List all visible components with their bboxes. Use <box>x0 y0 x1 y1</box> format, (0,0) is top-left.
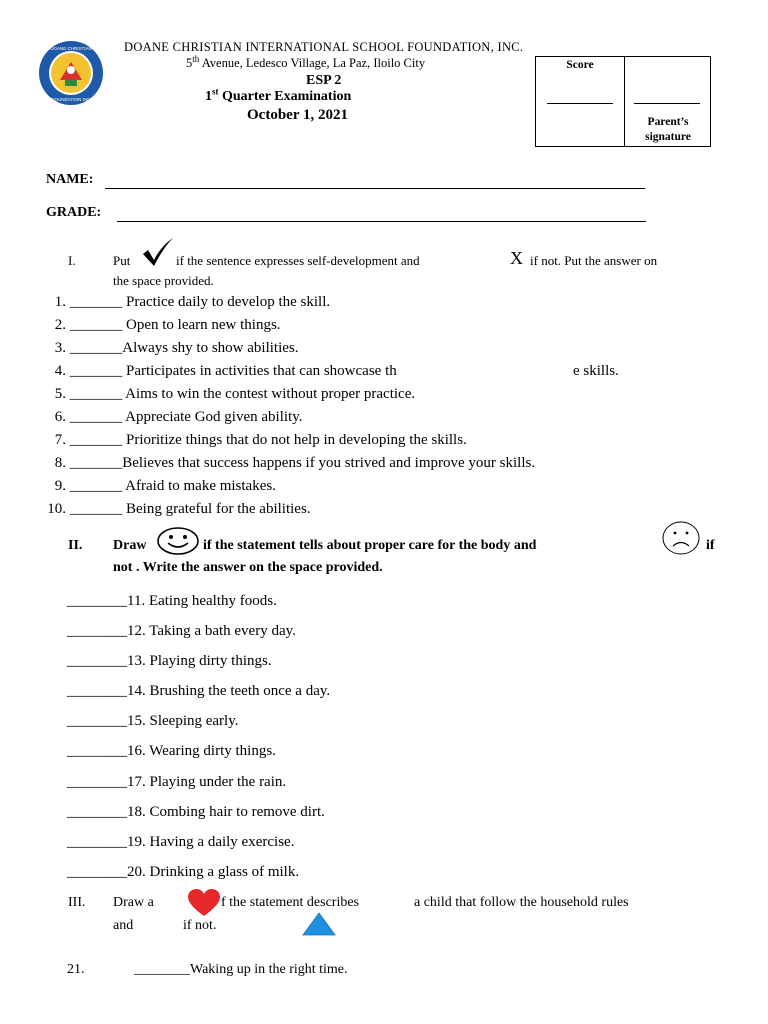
section-2-instruction-a: Draw <box>113 538 147 553</box>
exam-date: October 1, 2021 <box>247 107 348 123</box>
svg-text:DOANE CHRISTIAN: DOANE CHRISTIAN <box>50 46 92 51</box>
list-item: ________13. Playing dirty things. <box>67 653 272 669</box>
answer-blank[interactable]: ________ <box>67 804 127 820</box>
smiley-face-icon <box>156 526 200 556</box>
answer-blank[interactable]: ________ <box>67 683 127 699</box>
answer-blank[interactable]: ________ <box>134 962 190 977</box>
answer-blank[interactable]: ________ <box>67 593 127 609</box>
section-3-instruction-c: a child that follow the household rules <box>414 895 629 910</box>
list-item-continuation: e skills. <box>573 363 619 379</box>
section-3-instruction-e: if not. <box>183 918 217 933</box>
list-item: ________17. Playing under the rain. <box>67 774 287 790</box>
answer-blank[interactable]: ________ <box>67 834 127 850</box>
triangle-icon <box>302 912 336 936</box>
school-name: DOANE CHRISTIAN INTERNATIONAL SCHOOL FOUNDATION, INC. <box>124 40 524 54</box>
answer-blank[interactable]: ________ <box>67 864 127 880</box>
answer-blank[interactable]: ________ <box>67 774 127 790</box>
grade-field[interactable] <box>117 221 646 222</box>
list-item: ________20. Drinking a glass of milk. <box>67 864 300 880</box>
answer-blank[interactable]: ________ <box>67 713 127 729</box>
answer-blank[interactable]: _______ <box>69 340 123 356</box>
score-box <box>535 56 711 147</box>
answer-blank[interactable]: _______ <box>69 294 123 310</box>
checkmark-icon <box>141 236 175 268</box>
answer-blank[interactable]: _______ <box>69 478 123 494</box>
answer-blank[interactable]: _______ <box>69 432 123 448</box>
svg-text:FOUNDATION INC: FOUNDATION INC <box>51 97 91 102</box>
section-2-instruction-c: if <box>706 538 715 553</box>
answer-blank[interactable]: _______ <box>69 386 123 402</box>
section-2-instruction-b: if the statement tells about proper care for the body and <box>203 538 537 553</box>
list-item: ________18. Combing hair to remove dirt. <box>67 804 325 820</box>
answer-blank[interactable]: _______ <box>69 363 123 379</box>
list-item: 8. _______Believes that success happens if you strived and improve your skills. <box>54 455 536 471</box>
list-item: 10. _______ Being grateful for the abilities. <box>47 501 311 517</box>
answer-blank[interactable]: ________ <box>67 623 127 639</box>
section-2-roman: II. <box>68 538 83 553</box>
answer-blank[interactable]: _______ <box>69 317 123 333</box>
school-address: 5th Avenue, Ledesco Village, La Paz, Iloilo City <box>186 53 426 70</box>
list-item: ________14. Brushing the teeth once a day. <box>67 683 331 699</box>
list-item: ________11. Eating healthy foods. <box>67 593 277 609</box>
name-label: NAME: <box>46 172 94 187</box>
section-3-instruction-d: and <box>113 918 134 933</box>
score-line <box>547 103 613 104</box>
list-item: ________12. Taking a bath every day. <box>67 623 296 639</box>
list-item: ________Waking up in the right time. <box>134 962 348 977</box>
list-item: 5. _______ Aims to win the contest without proper practice. <box>54 386 416 402</box>
section-3-instruction-b: f the statement describes <box>221 895 360 910</box>
list-item: ________15. Sleeping early. <box>67 713 239 729</box>
subject-title: ESP 2 <box>306 73 342 88</box>
list-item: 9. _______ Afraid to make mistakes. <box>54 478 276 494</box>
section-3-item-number: 21. <box>67 962 85 977</box>
section-1-instruction-d: the space provided. <box>113 273 214 288</box>
list-item: ________16. Wearing dirty things. <box>67 743 276 759</box>
answer-blank[interactable]: _______ <box>69 501 123 517</box>
list-item: 1. _______ Practice daily to develop the skill. <box>54 294 331 310</box>
list-item: 6. _______ Appreciate God given ability. <box>54 409 303 425</box>
section-1-instruction-c: if not. Put the answer on <box>530 253 658 268</box>
list-item: 3. _______Always shy to show abilities. <box>54 340 299 356</box>
list-item: ________19. Having a daily exercise. <box>67 834 295 850</box>
section-3-instruction-a: Draw a <box>113 895 154 910</box>
answer-blank[interactable]: ________ <box>67 743 127 759</box>
list-item: 4. _______ Participates in activities that can showcase th <box>54 363 397 379</box>
list-item: 2. _______ Open to learn new things. <box>54 317 281 333</box>
school-logo <box>38 40 104 106</box>
grade-label: GRADE: <box>46 205 102 220</box>
section-2-instruction-d: not . Write the answer on the space provided. <box>113 560 383 575</box>
parent-signature-line <box>634 103 700 104</box>
section-3-roman: III. <box>68 895 86 910</box>
section-1-instruction-b: if the sentence expresses self-development and <box>176 253 420 268</box>
exam-title: 1st Quarter Examination <box>205 86 352 104</box>
answer-blank[interactable]: ________ <box>67 653 127 669</box>
list-item: 7. _______ Prioritize things that do not help in developing the skills. <box>54 432 467 448</box>
score-label: Score <box>566 59 594 71</box>
parent-signature-label: Parent’s signature <box>645 116 691 143</box>
answer-blank[interactable]: _______ <box>69 409 123 425</box>
answer-blank[interactable]: _______ <box>69 455 123 471</box>
name-field[interactable] <box>105 188 645 189</box>
sad-face-icon <box>661 520 701 556</box>
heart-icon <box>187 889 221 917</box>
section-1-instruction-a: Put <box>113 253 131 268</box>
section-1-roman: I. <box>68 253 76 268</box>
x-mark: X <box>510 248 523 268</box>
